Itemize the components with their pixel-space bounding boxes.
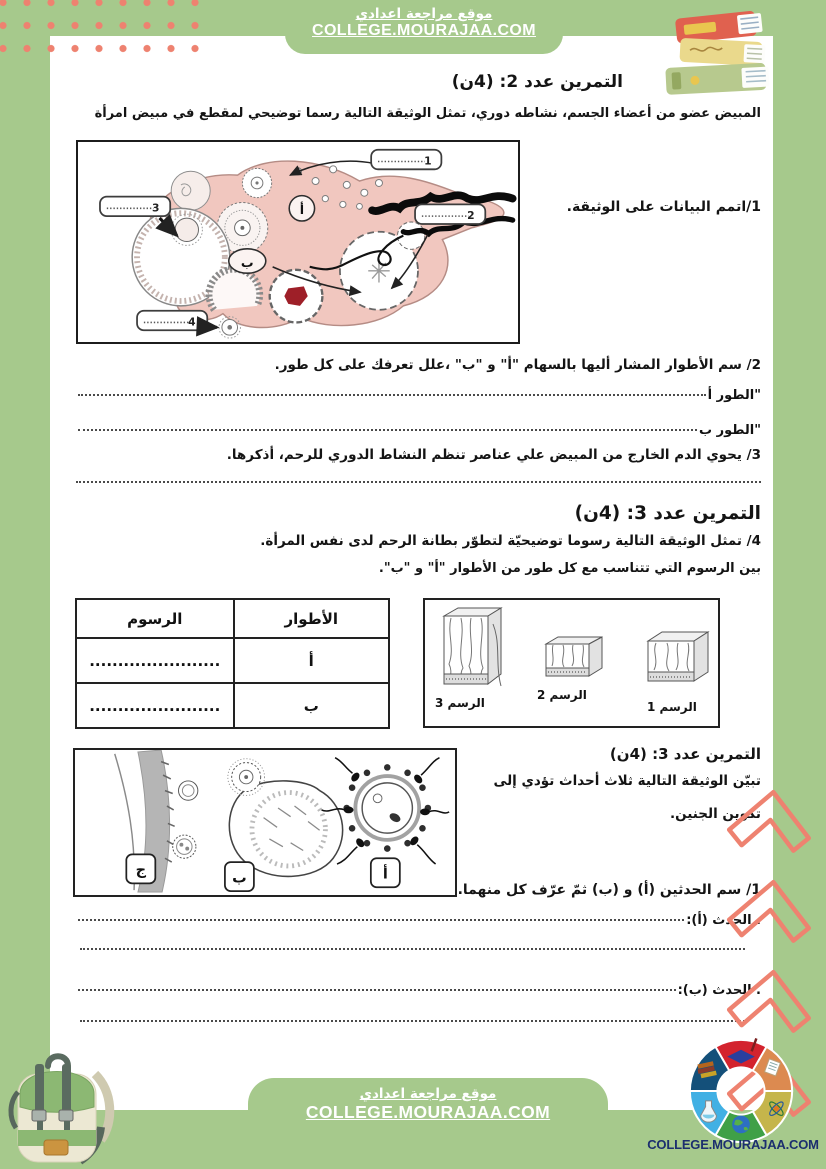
table-cell-phase-a: أ [233,639,389,682]
drawing-1-label: الرسم 1 [647,700,697,714]
embryo-events-box [73,748,457,897]
answer-line-phase-a [78,388,761,403]
books-illustration [662,2,797,102]
backpack-illustration [0,1032,125,1169]
footer-site-name: موقع مراجعة اعدادي [359,1086,497,1102]
phase-b-label: "الطور ب [699,423,761,438]
header-site-url: COLLEGE.MOURAJAA.COM [312,22,536,39]
answer-line-event-b [78,983,761,998]
exercise3b-intro-2: تكوين الجنين. [669,806,761,822]
event-b-letter: ب [232,870,247,887]
question-1: 1/اتمم البيانات على الوثيقة. [566,199,761,215]
globe-icon [732,1116,750,1134]
question-3: 3/ يحوي الدم الخارج من المبيض علي عناصر تنظم النشاط الدوري للرحم، أذكرها. [226,447,761,463]
event-a-label: . الحدث (أ): [686,913,761,928]
exam-sheet [50,36,773,1110]
chevron-decor [718,777,822,871]
drawing-1-figure [645,628,711,688]
question-4: 4/ تمثل الوثيقة التالية رسوما توضيحيّة لتطوّر بطانة الرحم لدى نفس المرأة. [260,533,761,549]
drawing-2-label: الرسم 2 [537,688,587,702]
diagram-label-2 [415,204,485,224]
phase-a-label: "الطور أ [707,388,761,403]
diagram-label-1 [371,150,441,170]
table-cell-drawing-a: ....................... [89,651,221,670]
event-c-letter: ج [135,862,147,879]
question-2: 2/ سم الأطوار المشار أليها بالسهام "أ" و "ب" ،علل تعرفك على كل طور. [274,357,761,373]
phases-table [75,598,390,729]
answer-line-q3 [76,481,761,483]
phase-b-letter: ب [240,254,254,270]
drawing-3-figure [441,604,505,694]
exercise3b-intro-1: تبيّن الوثيقة التالية ثلاث أحداث تؤدي إلى [493,773,761,789]
event-a-letter: أ [382,866,388,883]
answer-line-phase-b [78,423,761,438]
exercise2-intro: المبيض عضو من أعضاء الجسم، نشاطه دوري، تمثل الوثيقة التالية رسما توضيحي لمقطع في مبيض امرأة [94,106,761,121]
header-site-name: موقع مراجعة اعدادي [355,6,493,22]
diagram-label-3-number: 3 [152,201,160,215]
answer-line-event-a2 [80,948,745,950]
footer-banner [248,1078,608,1169]
diagram-label-1-number: 1 [424,154,432,168]
drawing-3-label: الرسم 3 [435,696,485,710]
diagram-label-2-number: 2 [467,209,475,223]
table-header-drawings: الرسوم [127,609,183,628]
event-b-label: . الحدث (ب): [677,983,761,998]
drawing-2-figure [543,634,605,684]
table-cell-drawing-b: ....................... [89,696,221,715]
wheel-logo [682,1032,800,1150]
footer-site-url: COLLEGE.MOURAJAA.COM [305,1102,551,1122]
egg-with-sperm [322,758,450,864]
answer-line-event-a [78,913,761,928]
table-cell-phase-b: ب [233,684,389,727]
answer-line-event-b2 [80,1020,745,1022]
uterine-drawings-box [423,598,720,728]
table-row [77,637,388,682]
ovary-diagram [78,142,518,341]
question-4b: بين الرسوم التي تتناسب مع كل طور من الأطوار "أ" و "ب". [378,561,761,576]
exercise3b-title: التمرين عدد 3: (4ن) [609,745,761,763]
phase-a-letter: أ [299,202,305,218]
diagram-label-4 [137,311,217,331]
embryo-events-figure [76,750,455,894]
question-events: 1/ سم الحدثين (أ) و (ب) ثمّ عرّف كل منهما. [457,882,761,898]
chevron-decor [718,867,822,961]
logo-caption: COLLEGE.MOURAJAA.COM [647,1137,819,1152]
ovary-diagram-box [76,140,520,344]
exercise3a-title: التمرين عدد 3: (4ن) [574,503,761,524]
exercise2-title: التمرين عدد 2: (4ن) [451,72,623,92]
table-header-phases: الأطوار [233,600,389,637]
table-row [77,682,388,727]
diagram-label-4-number: 4 [188,315,196,329]
header-banner [285,0,563,54]
